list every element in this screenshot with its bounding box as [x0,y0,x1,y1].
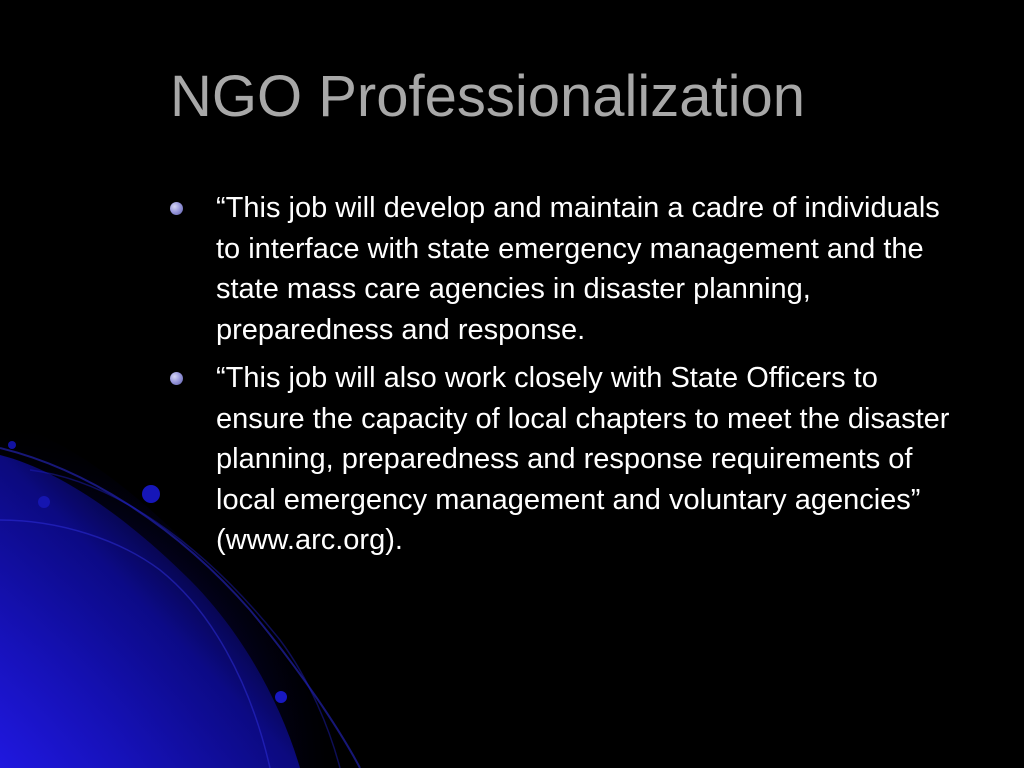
slide-title: NGO Professionalization [170,64,806,129]
bullet-text: “This job will also work closely with State Officers to ensure the capacity of local chapters to meet the disaster planning, preparedness and response requirements of local emergency management and voluntary agencies” (www.arc.org). [216,362,950,556]
bullet-text: “This job will develop and maintain a cadre of individuals to interface with state emergency management and the state mass care agencies in disaster planning, preparedness and response. [216,192,940,346]
glow-dot-3 [8,441,16,449]
bullet-list [170,188,970,569]
bullet-item [170,358,970,561]
glow-dot-4 [275,691,287,703]
glow-dot-2 [38,496,50,508]
bullet-item [170,188,970,350]
bullet-dot-icon [170,202,183,215]
glow-dot-1 [142,485,160,503]
bullet-dot-icon [170,372,183,385]
